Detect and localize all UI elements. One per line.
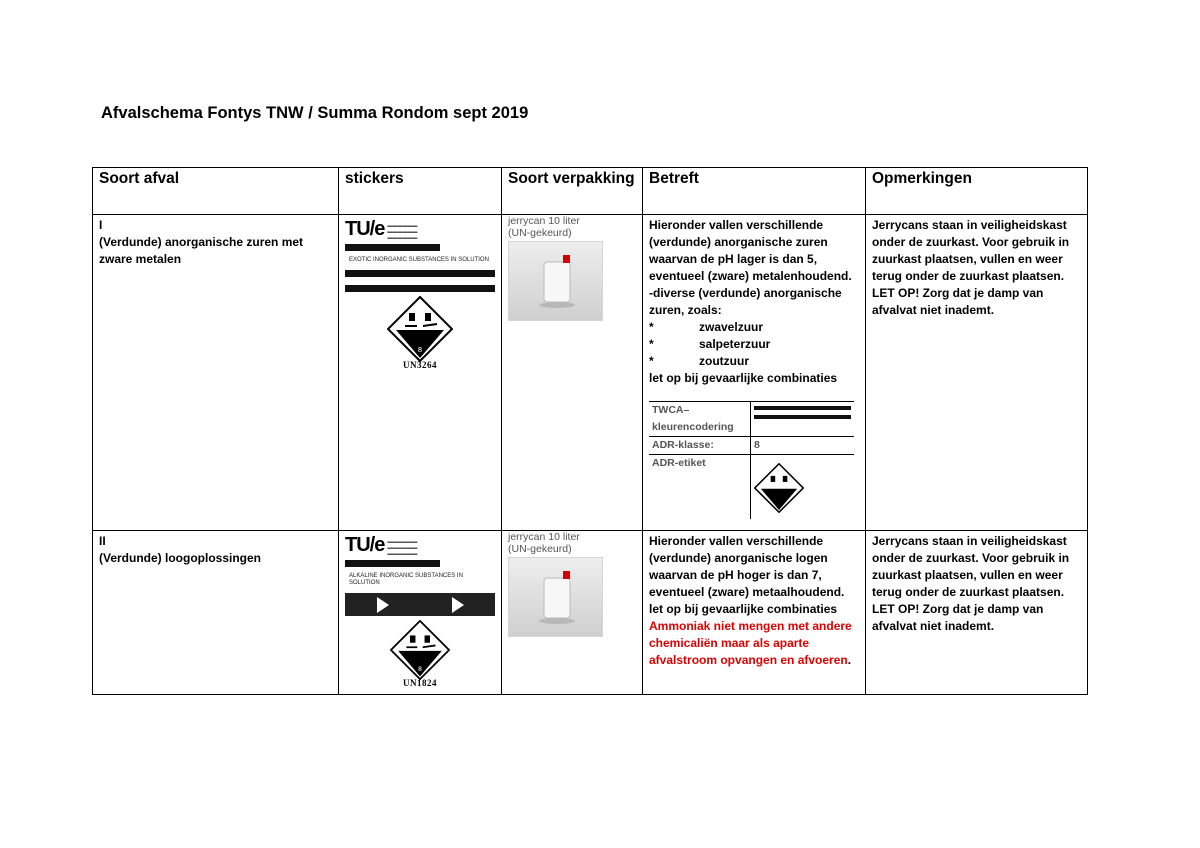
waste-name: (Verdunde) anorganische zuren met zware metalen [99, 235, 304, 266]
waste-code: I [99, 218, 103, 232]
un-number: UN3264 [403, 360, 437, 370]
packaging-cell [502, 215, 643, 531]
department-bar [345, 244, 440, 251]
color-code-bar [754, 406, 851, 410]
classification-table [649, 401, 854, 519]
ammonia-warning: Ammoniak niet mengen met andere chemicaliën maar als aparte afvalstroom opvangen en afvoeren [649, 619, 852, 667]
sticker-label [345, 533, 495, 688]
header-soort-afval: Soort afval [93, 168, 339, 215]
betreft-intro: Hieronder vallen verschillende (verdunde) anorganische zuren waarvan de pH lager is dan 5, eventueel (zware) metalenhoudend. [649, 218, 852, 283]
warning-period: . [847, 653, 852, 667]
packaging-cell [502, 531, 643, 695]
color-code-bar [345, 285, 495, 292]
header-row [93, 168, 1088, 215]
sticker-cell [339, 215, 502, 531]
logo-subtext: ▬▬▬▬▬▬ ▬▬▬▬▬▬ ▬▬▬▬▬▬ [387, 539, 418, 557]
sticker-substance: ALKALINE INORGANIC SUBSTANCES IN SOLUTION [349, 573, 463, 586]
sticker-cell [339, 531, 502, 695]
waste-name: (Verdunde) loogoplossingen [99, 551, 261, 565]
corrosive-hazard-icon [754, 463, 804, 513]
list-item: * salpeterzuur [649, 337, 771, 351]
header-stickers: stickers [339, 168, 502, 215]
department-bar [345, 560, 440, 567]
betreft-cell [643, 215, 866, 531]
header-opmerkingen: Opmerkingen [866, 168, 1088, 215]
tue-logo: TU/e [345, 218, 385, 240]
class-number: 8 [417, 665, 423, 673]
jerrycan-photo [508, 241, 603, 321]
jerrycan-photo [508, 557, 603, 637]
packaging-caption: jerrycan 10 liter (UN-gekeurd) [508, 215, 580, 239]
list-item: * zoutzuur [649, 354, 749, 368]
waste-type-cell [93, 215, 339, 531]
corrosive-hazard-icon [387, 296, 453, 362]
table-row [93, 531, 1088, 695]
waste-code: II [99, 534, 106, 548]
color-code-arrows [345, 593, 495, 616]
opmerkingen-cell: Jerrycans staan in veiligheidskast onder de zuurkast. Voor gebruik in zuurkast plaatsen, vullen en weer terug onder de zuurkast plaatsen. LET OP! Zorg dat je damp van afvalvat niet inademt. [866, 215, 1088, 531]
betreft-note: let op bij gevaarlijke combinaties [649, 371, 838, 385]
list-item: * zwavelzuur [649, 320, 764, 334]
betreft-intro: Hieronder vallen verschillende (verdunde) anorganische logen waarvan de pH hoger is dan 7, eventueel (zware) metaalhoudend. [649, 534, 845, 599]
betreft-diverse: -diverse (verdunde) anorganische zuren, zoals: [649, 286, 842, 317]
waste-schema-table [92, 167, 1088, 695]
header-soort-verpakking: Soort verpakking [502, 168, 643, 215]
tue-logo: TU/e [345, 534, 385, 556]
adr-label-label: ADR-etiket [652, 457, 706, 469]
sticker-label [345, 217, 495, 370]
waste-type-cell [93, 531, 339, 695]
logo-subtext: ▬▬▬▬▬▬ ▬▬▬▬▬▬ ▬▬▬▬▬▬ [387, 223, 418, 241]
sticker-substance: EXOTIC INORGANIC SUBSTANCES IN SOLUTION [349, 257, 489, 263]
table-row [93, 215, 1088, 531]
page-title: Afvalschema Fontys TNW / Summa Rondom sept 2019 [101, 104, 529, 122]
betreft-note: let op bij gevaarlijke combinaties [649, 602, 838, 616]
packaging-caption: jerrycan 10 liter (UN-gekeurd) [508, 531, 580, 555]
opmerkingen-cell: Jerrycans staan in veiligheidskast onder de zuurkast. Voor gebruik in zuurkast plaatsen, vullen en weer terug onder de zuurkast plaatsen. LET OP! Zorg dat je damp van afvalvat niet inademt. [866, 531, 1088, 695]
corrosive-hazard-icon [390, 620, 450, 680]
adr-class-value: 8 [751, 437, 855, 455]
betreft-cell [643, 531, 866, 695]
header-betreft: Betreft [643, 168, 866, 215]
color-code-bar [754, 415, 851, 419]
adr-class-label: ADR-klasse: [652, 439, 714, 451]
class-number: 8 [417, 346, 423, 354]
un-number: UN1824 [403, 678, 437, 688]
twca-label: TWCA–kleurencodering [649, 402, 751, 437]
color-code-bar [345, 270, 495, 277]
